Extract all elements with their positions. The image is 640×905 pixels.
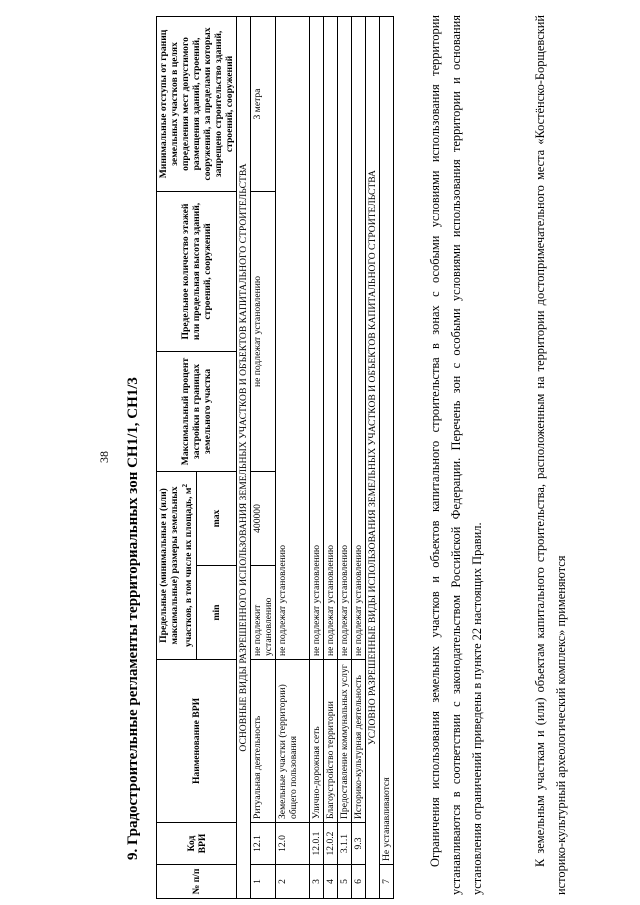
header-setback: Минимальные отступы от границ земельных участков в целях определения мест допустимого размещения зданий, строений, сооружений, за пределами которых запрещено строительство зданий, строений, сооружений [157,17,237,192]
header-min: min [196,566,236,660]
page-number: 38 [97,451,111,463]
table-row: 5 3.1.1 Предоставление коммунальных услуг не подлежат установлению [338,17,352,899]
paragraph-restrictions: Ограничения использования земельных участков и объектов капитального строительства в зонах с особыми условиями использования территории устанавливаются в соответствии с законодательством Российской Федерации. Перечень зон с особыми условиями использования территории и основания установления ограничений приведены в пункте 22 настоящих Правил. [428,15,484,895]
table-row: 7 Не устанавливаются [380,17,394,899]
header-num: № п/п [157,865,237,899]
page-title: 9. Градостроительные регламенты территориальных зон СН1/1, СН1/3 [125,377,141,860]
header-name: Наименование ВРИ [157,660,237,823]
table-row: 4 12.0.2 Благоустройство территории не подлежат установлению [324,17,338,899]
header-max: max [196,472,236,566]
header-code: Код ВРИ [157,823,237,865]
header-percent: Максимальный процент застройки в границах земельного участка [157,352,237,472]
header-size: Предельные (минимальные и (или) максимальные) размеры земельных участков, в том числе их площадь, $м^2$ [157,472,197,660]
table-row: 6 9.3 Историко-культурная деятельность не подлежат установлению [352,17,366,899]
table-row: 3 12.0.1 Улично-дорожная сеть не подлежат установлению [310,17,324,899]
section-main: ОСНОВНЫЕ ВИДЫ РАЗРЕШЕННОГО ИСПОЛЬЗОВАНИЯ ЗЕМЕЛЬНЫХ УЧАСТКОВ И ОБЪЕКТОВ КАПИТАЛЬНОГО СТРОИТЕЛЬСТВА [237,17,251,899]
regulations-table [156,16,394,899]
header-floors: Предельное количество этажей или предельная высота зданий, строений, сооружений [157,192,237,352]
table-row: 2 12.0 Земельные участки (территории) общего пользования не подлежат установлению [276,17,310,899]
paragraph-landmark: К земельным участкам и (или) объектам капитального строительства, расположенным на территории достопримечательного места «Костёнско-Борщевский историко-культурный археологический комплекс» применяются [533,15,568,895]
section-conditional: УСЛОВНО РАЗРЕШЕННЫЕ ВИДЫ ИСПОЛЬЗОВАНИЯ ЗЕМЕЛЬНЫХ УЧАСТКОВ И ОБЪЕКТОВ КАПИТАЛЬНОГО СТРОИТЕЛЬСТВА [366,17,380,899]
table-row: 1 12.1 Ритуальная деятельность не подлежит установлению 400000 не подлежат установлению 3 метра [251,17,276,899]
